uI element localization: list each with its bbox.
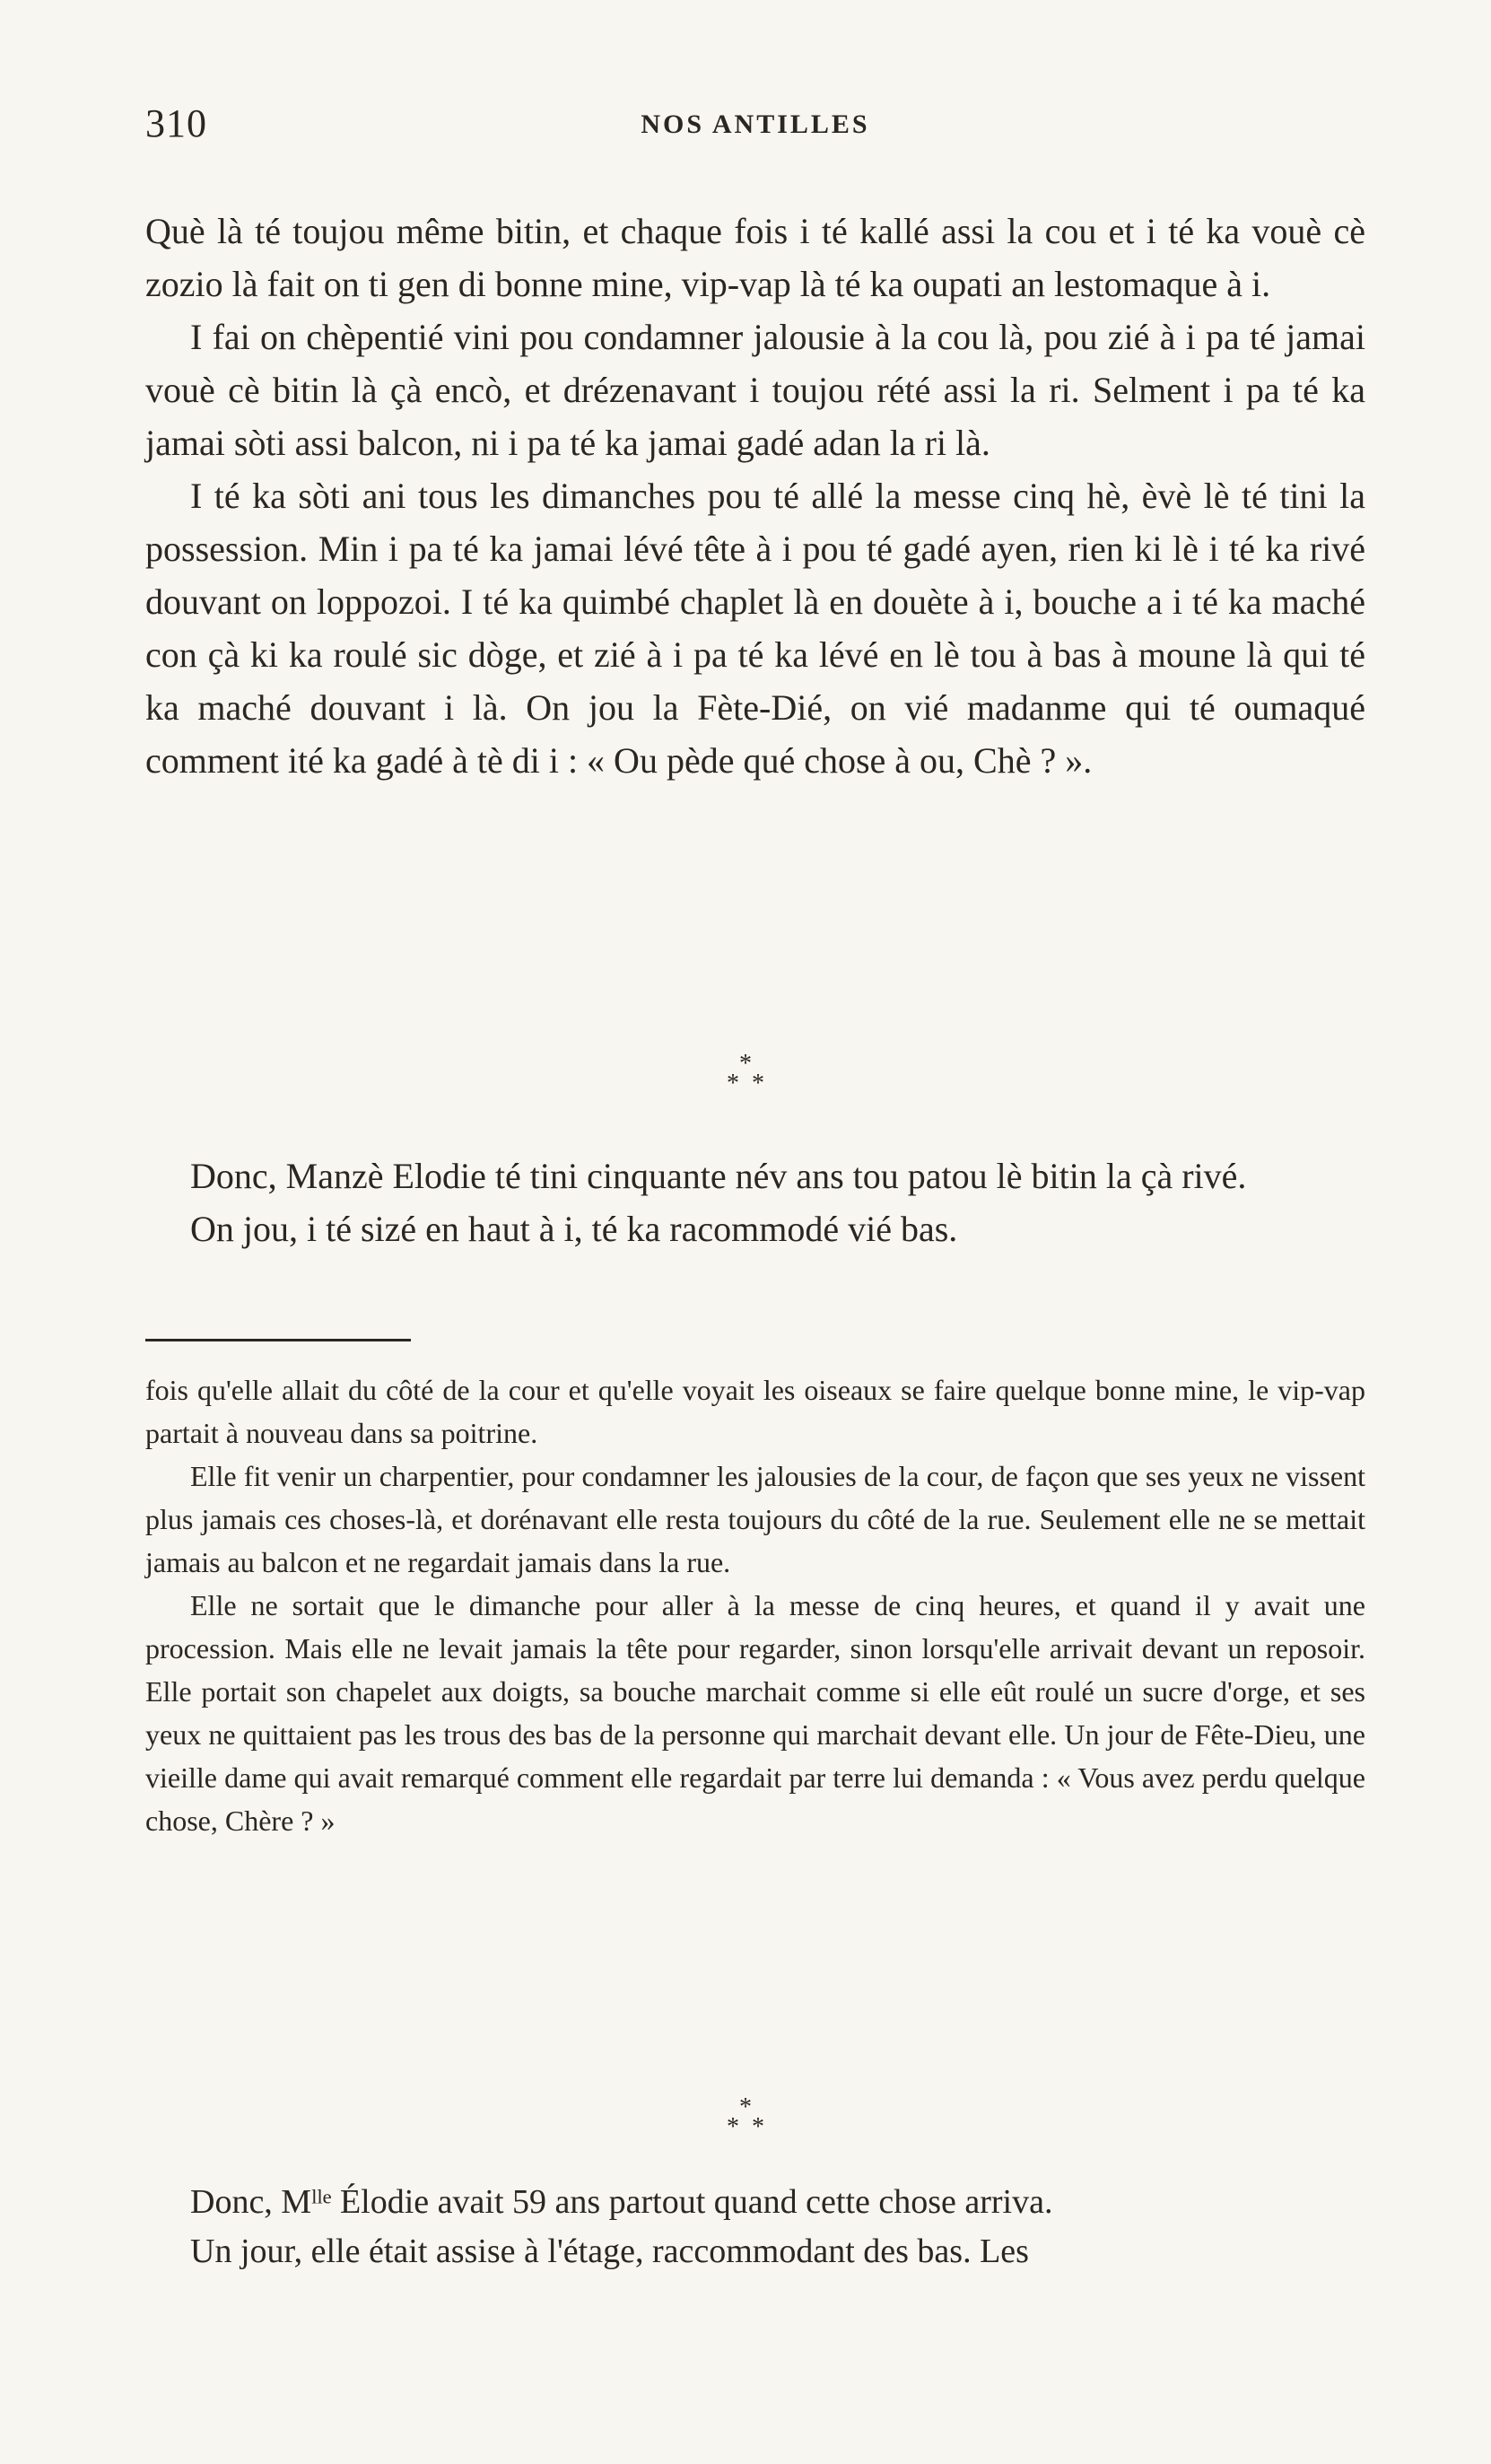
page-number: 310: [145, 101, 207, 145]
section-break-asterism: [0, 2093, 1491, 2141]
asterism-bottom-stars: **: [727, 1070, 777, 1097]
running-title: NOS ANTILLES: [641, 109, 870, 139]
creole-paragraph: I té ka sòti ani tous les dimanches pou té allé la messe cinq hè, èvè lè té tini la possession. Min i pa té ka jamai lévé tête à i pou té gadé ayen, rien ki lè i té ka rivé douvant on loppozoi. I té ka quimbé chaplet là en douète à i, bouche a i té ka maché con çà ki ka roulé sic dòge, et zié à i pa té ka lévé en lè tou à bas à moune là qui té ka maché douvant i là. On jou la Fète-Dié, on vié madanme qui té oumaqué comment ité ka gadé à tè di i : « Ou pède qué chose à ou, Chè ? ».: [145, 476, 1365, 781]
footnote-paragraph: Elle fit venir un charpentier, pour condamner les jalousies de la cour, de façon que ses yeux ne vissent plus jamais ces choses-là, et dorénavant elle resta toujours du côté de la rue. Seulement elle ne se mettait jamais au balcon et ne regardait jamais dans la rue.: [145, 1460, 1365, 1578]
asterism-top-star: *: [739, 1050, 752, 1078]
creole-paragraph: On jou, i té sizé en haut à i, té ka racommodé vié bas.: [190, 1209, 958, 1249]
running-header: [145, 100, 1365, 158]
footnote-rule: [145, 1339, 411, 1341]
creole-text-block: [145, 205, 1365, 787]
asterism-bottom-stars: **: [727, 2113, 777, 2141]
footnote-translation-continued: [145, 2178, 1365, 2276]
translation-paragraph: Un jour, elle était assise à l'étage, raccommodant des bas. Les: [190, 2232, 1029, 2270]
creole-text-block: [145, 1149, 1365, 1255]
creole-paragraph: I fai on chèpentié vini pou condamner jalousie à la cou là, pou zié à i pa té jamai vouè cè bitin là çà encò, et drézenavant i toujou rété assi la ri. Selment i pa té ka jamai sòti assi balcon, ni i pa té ka jamai gadé adan la ri là.: [145, 317, 1365, 463]
section-break-asterism: [0, 1050, 1491, 1097]
footnote-paragraph: fois qu'elle allait du côté de la cour et qu'elle voyait les oiseaux se faire quelque bonne mine, le vip-vap partait à nouveau dans sa poitrine.: [145, 1374, 1365, 1449]
footnote-translation: [145, 1368, 1365, 1842]
asterism-top-star: *: [739, 2093, 752, 2121]
creole-paragraph: Què là té toujou même bitin, et chaque fois i té kallé assi la cou et i té ka vouè cè zozio là fait on ti gen di bonne mine, vip-vap là té ka oupati an lestomaque à i.: [145, 211, 1365, 304]
footnote-paragraph: Elle ne sortait que le dimanche pour aller à la messe de cinq heures, et quand il y avait une procession. Mais elle ne levait jamais la tête pour regarder, sinon lorsqu'elle arrivait devant un reposoir. Elle portait son chapelet aux doigts, sa bouche marchait comme si elle eût roulé un sucre d'orge, et ses yeux ne quittaient pas les trous des bas de la personne qui marchait devant elle. Un jour de Fête-Dieu, une vieille dame qui avait remarqué comment elle regardait par terre lui demanda : « Vous avez perdu quelque chose, Chère ? »: [145, 1589, 1365, 1837]
creole-paragraph: Donc, Manzè Elodie té tini cinquante név ans tou patou lè bitin la çà rivé.: [190, 1156, 1247, 1196]
translation-paragraph: Donc, Mˡˡᵉ Élodie avait 59 ans partout quand cette chose arriva.: [190, 2183, 1053, 2221]
